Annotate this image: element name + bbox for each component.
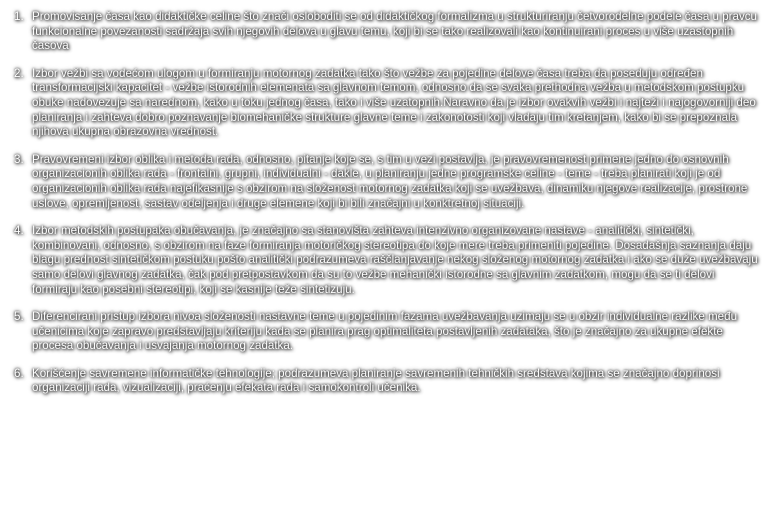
list-item-text: Promovisanje časa kao didaktičke celine što znači osloboditi se od didaktičkog formalizma u strukturiranju četvorodelne podele časa u pravcu funkcionalne povezanosti sadržaja svih njegovih delova u glavu temu, koji bi se tako realizovali kao kontinuirani proces u više uzastopnih časova — [32, 10, 757, 53]
list-item-text: Diferencirani pristup izbora nivoa složenosti nastavne teme u pojedinim fazama uvežbavanja uzimaju se u obzir individualne razlike među učenicima koje zapravo predstavljaju kriteriju kada se planira prag optimaliteta postavljenih zadataka, što je značajno za ukupne efekte procesa obučavanja i usvajanja motornog zadatka. — [32, 310, 738, 353]
list-item — [14, 10, 758, 54]
list-item-number: 6. — [14, 366, 24, 380]
list-item-number: 4. — [14, 224, 24, 238]
list-item — [14, 367, 758, 396]
list-item — [14, 224, 758, 297]
list-item — [14, 153, 758, 211]
list-item — [14, 310, 758, 354]
list-item-text: Pravovremeni izbor oblika i metoda rada, odnosno, pitanje koje se, s tim u vezi postavlja, je pravovremenost primene jedno do osnovnih organizacionih oblika rada - frontalni, grupni, individualni - dakle, u planiranju jedne programske celine - teme - treba planirati koji je od organizacionih oblika rada najefikasnije s obzirom na složenost motornog zadatka koji se uvežbava, dinamiku njegove realizacije, prostrone uslove, opremljenost, sastav odeljenja i druge elemene koji bi bili značajni u konktretnoj situaciji. — [32, 152, 748, 210]
list-item — [14, 67, 758, 140]
list-item-number: 5. — [14, 310, 24, 324]
list-item-number: 3. — [14, 152, 24, 166]
list-item-number: 2. — [14, 66, 24, 80]
list-item-number: 1. — [14, 10, 24, 23]
numbered-list — [14, 10, 758, 396]
list-item-text: Izbor vežbi sa vodećom ulogom u formiranju motornog zadatka tako što vežbe za pojedine delove časa treba da poseduju određen transformacijski kapacitet - vežbe istorodnih elemenata sa glavnom temom, odnosno da se svaka prethodna vežba u metodskom postupku obuke nadovezuje sa narednom, kako u toku jednog časa, tako i više uzatopnih.Naravno da je izbor ovakvih vežbi i najteži i najogovorniji deo planiranja i zahteva dobro poznavanje biomehaničke strukture glavne teme i zakonotosti koji vladaju tim kretanjem, kako bi se prepoznala njihova ukupna obrazovna vrednost. — [32, 66, 756, 139]
list-item-text: Izbor metodskih postupaka obučavanja, je značajno sa stanovišta zahteva intenzivno organizovane nastave - analitički, sintetički, kombinovani, odnosno, s obzirom na faze formiranja motoričkog stereotipa do koje mere treba primeniti pojedine. Dosadašnja saznanja daju blagu prednost sintetičkom postuku pošto analitički podrazumeva raščlanjavanje nekog složenog motornog zadatka i ako se duže uvežbavaju samo delovi glavnog zadatka, čak pod pretpostavkom da su to vežbe mehanički istorodne sa glavnim zadatkom, mogu da se ti delovi formiraju kao posebni stereotipi, koji se kasnije teže sintetizuju. — [32, 224, 758, 296]
list-item-text: Korišćenje savremene informatičke tehnologije; podrazumeva planiranje savremenih tehničkih sredstava kojima se značajno doprinosi organizaciji rada, vizualizaciji, praćenju efekata rada i samokontroli učenika. — [32, 366, 720, 395]
